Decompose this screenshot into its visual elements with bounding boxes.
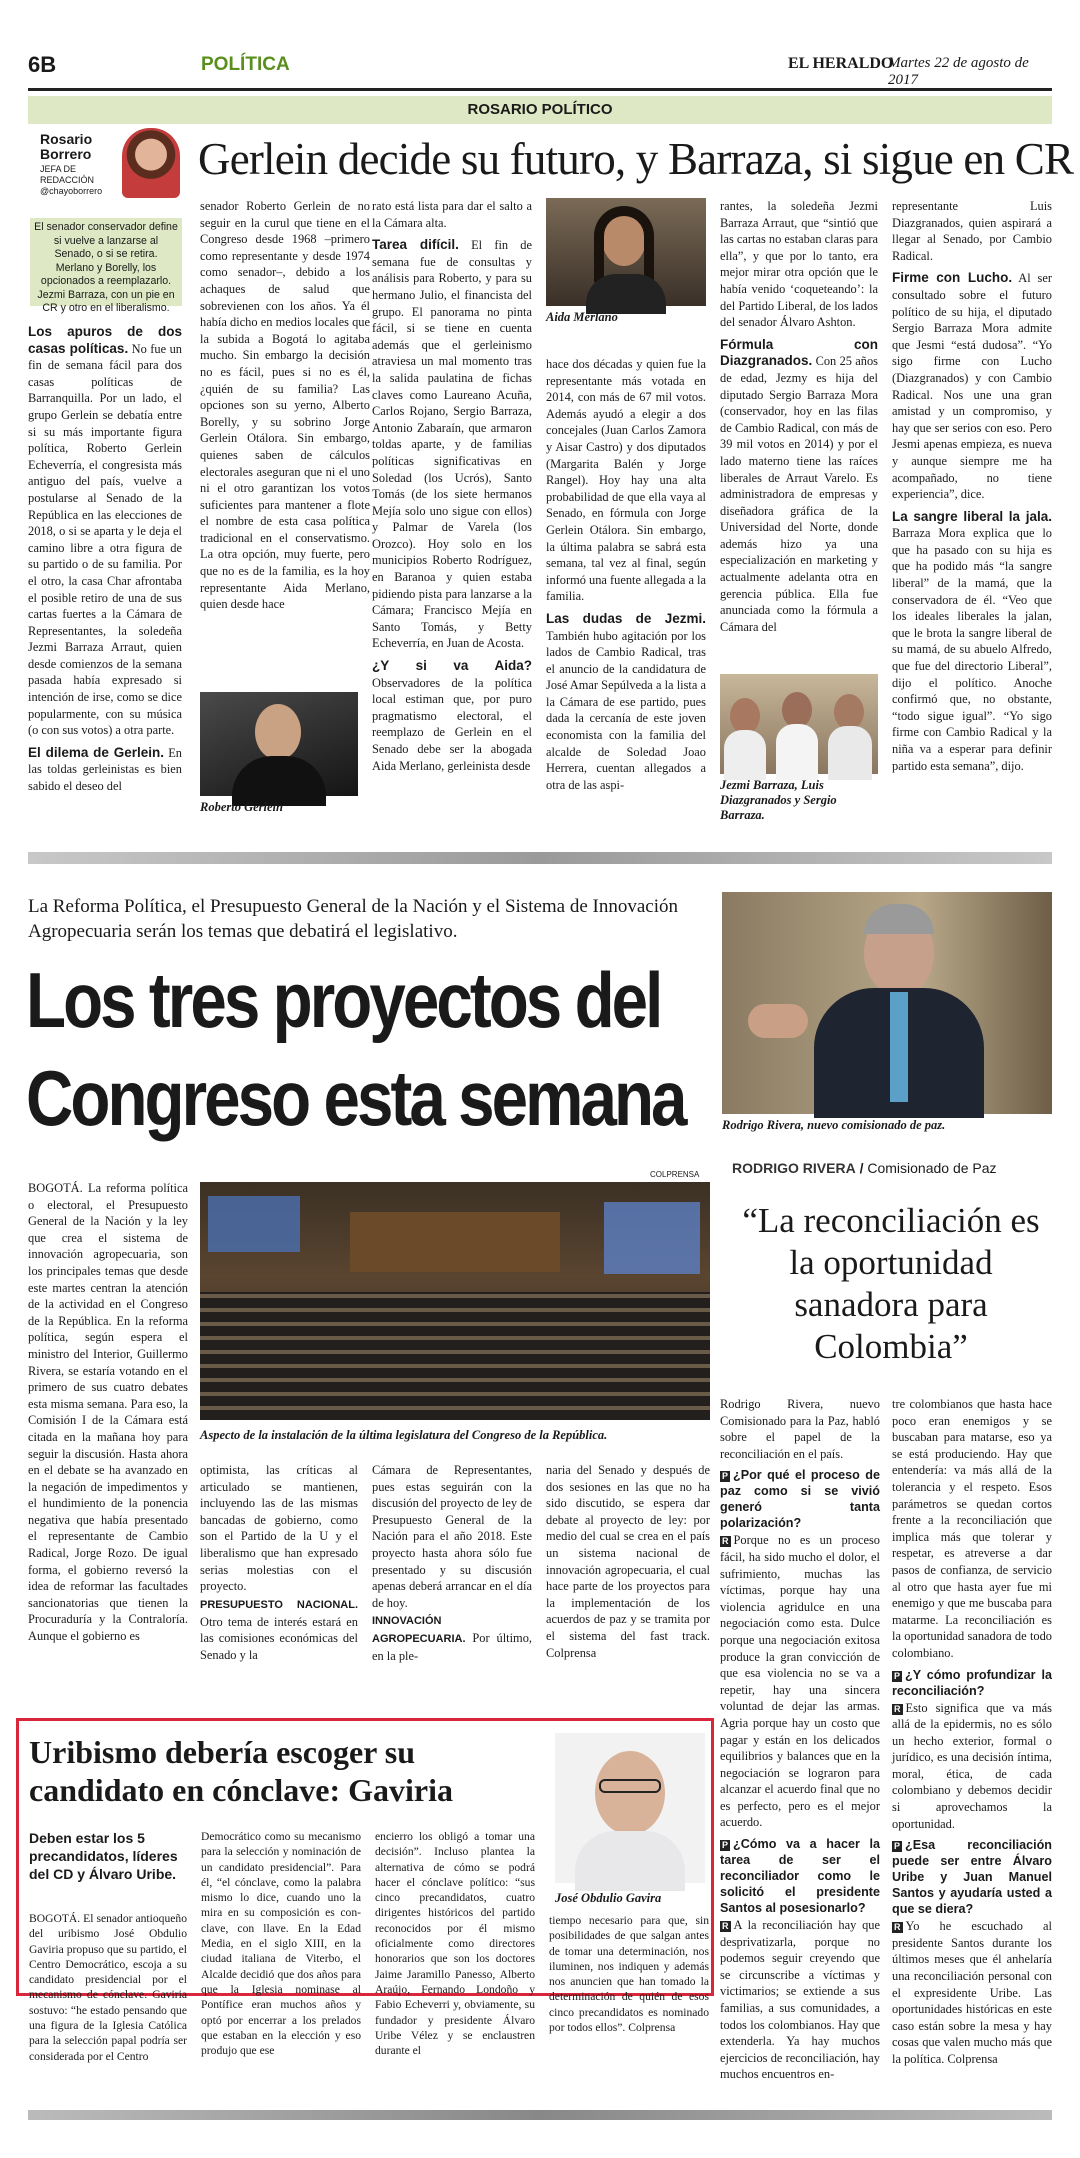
rivera-col-2: tre colombianos que hasta hace poco eran enemigos y se buscaban para matarse, eso ya se está produciendo. Hay que entendería: va más allá de la tolerancia y el respeto. Esos parámetros se quedan cortos frente a la reconciliación que implica más que tolerar y respetar, es atreverse a dar pasos de confianza, de servicio al otro que hasta ayer fue mi enemigo y que me buscaba para matarme. La reconciliación es la oportunidad sanadora de todo colombiano. P ¿Y cómo profundizar la reconciliación? R Esto significa que va más allá de la epidermis, no es sólo un hecho exterior, formal o jurídico, es una decisión íntima, moral, ética, de cada colombiano y debemos decidir si aprovechamos la oportunidad. P ¿Esa reconciliación puede ser entre Álvaro Uribe y Juan Manuel Santos y ayudaría usted a que se diera? R Yo he escuchado al presidente Santos durante los últimos meses que él anhelaría una reconciliación personal con el expresidente Uribe. Las oportunidades históricas en este caso están sobre la mesa y hay cosas que valen mucho más que la política. Colprensa xyxy=(892,1397,1052,2066)
paragraph-text: rantes, la soledeña Jezmi Barraza Arraut, que “sintió que las cartas no estaban claras para ella”, y que por lo tanto, era mejor mirar otra opción que le había venido ‘coqueteando’: la del Partido Liberal, de los lados del senador Álvaro Ashton. xyxy=(720,199,878,330)
top-story-summary xyxy=(30,218,182,314)
paragraph-lead: ¿Y si va Aida? xyxy=(372,658,532,674)
paragraph xyxy=(28,745,182,795)
top-col-3 xyxy=(372,198,532,820)
paragraph xyxy=(546,356,706,605)
paragraph xyxy=(372,198,532,231)
paragraph-lead: Fórmula con Diazgranados. xyxy=(720,336,878,369)
p-marker: P xyxy=(894,1841,901,1852)
paragraph-text: El fin de semana fue de consultas y análisis para Roberto, y para su hermano Julio, el financista del grupo. El panorama no pinta fácil, si se tiene en cuenta además que el gerleinismo atraviesa un mal momento tras la salida paulatina de fichas claves como Laureano Acuña, Carlos Rojano, Sergio Barraza, Antonio Zabaraín, que armaron toldas aparte, y de familias políticas significativas en Soledad (los Ucrós), Santo Tomás (de los siete hermanos Mejía solo uno sigue con ellos) y Palmar de Varela (los Orozco). Hoy solo en los municipios Roberto Rodríguez, en Baranoa y quien estaba pidiendo pista para lanzarse a la Cámara; Francisco Mejía en Santo Tomás, y Betty Echeverría, en Juan de Acosta. xyxy=(372,238,532,651)
rivera-col-1: Rodrigo Rivera, nuevo Comisionado para la Paz, habló sobre el papel de la reconciliación en el país. P ¿Por qué el proceso de paz como si se vivió generó tanta polarización? R Porque no es un proceso fácil, ha sido mucho el dolor, el sufrimiento, muchas las víctimas, porque hay una violencia agridulce en una negociación como esta. Dulce porque una negociación exitosa produce la gran convicción de que esa violencia no se va a repetir, hay una sincera voluntad de dejar las armas. Agria porque hay un costo que pagar y están en los delicados equilibrios y balances que en la negociación se lograron para alcanzar el acuerdo final que no es perfecto, pero es el mejor acuerdo. P ¿Cómo va a hacer la tarea de ser el reconciliador como le solicitó el presidente Santos al posesionarlo? R A la reconciliación hay que desprivatizarla, porque no podemos seguir creyendo que se circunscribe a víctimas y victimarios; se extiende a sus familias, a sus comunidades, a todos los colombianos. Hay que extenderla. Ya hay muchos ejercicios de reconciliación, hay muchos encuentros en- xyxy=(720,1397,880,2082)
paragraph-lead: Las dudas de Jezmi. xyxy=(546,610,706,626)
p-marker: P xyxy=(722,1471,729,1482)
author-handle: @chayoborrero xyxy=(40,186,103,196)
rivera-tag xyxy=(732,1160,1052,1182)
congreso-deck: La Reforma Política, el Presupuesto General de la Nación y el Sistema de Innovación Agropecuaria serán los temas que debatirá el legislativo. xyxy=(28,896,679,942)
uribismo-col-4: tiempo necesario para que, sin posibilidades de que salgan antes de tomar una determinación, nos iluminen, nos indiquen y además nos anuncien que han tomado la determinación de quién de esos cinco precandidatos es nominado por todos ellos”. Colprensa xyxy=(549,1914,709,2035)
header-rule xyxy=(28,88,1052,91)
paragraph xyxy=(372,658,532,774)
photo-jose-obdulio xyxy=(555,1733,705,1883)
summary-text: El senador conservador define si vuelve a lanzarse al Senado, o si se retira. Merlano y Borelly, los opcionados a reemplazarlo. Jezmi Barraza, con un pie en CR y otro en el liberalismo. xyxy=(34,221,178,314)
r-marker: R xyxy=(722,1921,729,1932)
paragraph-text: No fue un fin de semana fácil para dos casas políticas de Barranquilla. Por un lado, el grupo Gerlein se debatía entre si su más importante figura política, Roberto Gerlein Echeverría, el congresista más antiguo del país, vuelve a postularse al Senado de la República en las elecciones de 2018, o si se aparta y le deja el camino libre a otra figura de su partido o de su familia. Por el otro, la casa Char afrontaba el posible retiro de una de sus cartas fuertes a la Cámara de Representantes, la soledeña Jezmi Barraza Arraut, quien desde comienzos de la semana pasada había expresado si intención de irse, como se dice popularmente, con su música (o con sus votos) a otra parte. xyxy=(28,341,182,738)
author-name: Rosario Borrero xyxy=(40,131,93,162)
caption-barraza: Jezmi Barraza, Luis Diazgranados y Sergio Barraza. xyxy=(720,778,837,822)
caption-congreso: Aspecto de la instalación de la última legislatura del Congreso de la República. xyxy=(200,1428,608,1442)
p-marker: P xyxy=(894,1670,901,1681)
newspaper-name: EL HERALDO xyxy=(788,55,894,72)
section-label: POLÍTICA xyxy=(201,54,290,75)
uribismo-headline: Uribismo debería escoger su candidato en cónclave: Gaviria xyxy=(29,1734,453,1808)
issue-date: Martes 22 de agosto de 2017 xyxy=(888,55,1029,88)
uribismo-col-3: encierro los obligó a tomar una decisión”. Incluso plantea la alternativa de cómo se podrá hacer el cónclave político: “sus cinco precandidatos, cuatro dirigentes históricos del partido reconocidos por él mismo oficialmente como directores honorarios que son los doctores Jaime Jaramillo Panesso, Alberto Araújo, Fernando Londoño y Fabio Echeverri y, obviamente, su fundador y presidente Álvaro Uribe Vélez y se enclaustren durante el xyxy=(375,1830,535,2058)
p-marker: P xyxy=(722,1840,729,1851)
r-marker: R xyxy=(722,1536,729,1547)
photo-aida-merlano xyxy=(546,198,706,306)
author-avatar xyxy=(122,128,180,198)
photo-barraza-group xyxy=(720,674,878,774)
paragraph-text: Barraza Mora explica que lo que ha pasado con su hija es que ha podido más “la sangre liberal” de la mamá, que la conservadora de él. “Veo que los ideales liberales la jalan, que le brota la sangre liberal de su mamá, de su abuelo Alfredo, que fue del directorio Liberal”, dijo el político. Anoche confirmó que, no obstante, “todo sigue igual”. “Yo sigo firme con Cambio Radical y la niña va a esperar para definir partido esta semana”, dijo. xyxy=(892,526,1052,773)
caption-gerlein: Roberto Gerlein xyxy=(200,800,283,814)
tag-slash: / xyxy=(859,1160,864,1176)
paragraph-text: Observadores de la política local estiman que, por puro pragmatismo electoral, el reemplazo de Gerlein en el Senado debe ser la abogada Aida Merlano, gerleinista desde xyxy=(372,675,532,773)
paragraph xyxy=(200,198,370,613)
photo-congreso xyxy=(200,1182,710,1420)
rivera-quote-headline: “La reconciliación es la oportunidad sanadora para Colombia” xyxy=(742,1201,1040,1366)
uribismo-box xyxy=(16,1718,714,2063)
paragraph xyxy=(372,237,532,652)
congreso-headline-1: Los tres proyectos del xyxy=(26,956,661,1044)
congreso-col-2: optimista, las críticas al articulado se mantienen, incluyendo las de las mismas bancadas de gobierno, como son el Partido de la U y el liberalismo que han expresado serias molestias con el proyecto. PRESUPUESTO NACIONAL. Otro tema de interés estará en las comisiones económicas del Senado y la xyxy=(200,1463,358,1662)
paragraph-text: En las toldas gerleinistas es bien sabido el deseo del xyxy=(28,745,182,794)
paragraph xyxy=(720,337,878,636)
congreso-col-3: Cámara de Representantes, pues estas seguirán con la discusión del proyecto de ley de Presupuesto General de la Nación para el año 2018. Este proyecto hasta ahora sólo fue presentado y su discusión apenas deberá arrancar en el día de hoy. INNOVACIÓN AGROPECUARIA. Por último, en la ple- xyxy=(372,1463,532,1664)
paragraph-lead: Firme con Lucho. xyxy=(892,270,1013,286)
paragraph xyxy=(28,324,182,739)
top-story-headline: Gerlein decide su futuro, y Barraza, si sigue en CR xyxy=(198,134,1074,184)
top-col-1 xyxy=(28,324,182,820)
paragraph-lead: Los apuros de dos casas políticas. xyxy=(28,324,182,356)
page-number: 6B xyxy=(28,52,57,77)
uribismo-summary: Deben estar los 5 precandidatos, líderes del CD y Álvaro Uribe. xyxy=(29,1830,178,1882)
photo-roberto-gerlein xyxy=(200,692,358,796)
column-banner xyxy=(28,96,1052,124)
paragraph xyxy=(892,509,1052,775)
paragraph-text: hace dos décadas y quien fue la representante más votada en 2014, con más de 67 mil votos. Además ayudó a elegir a dos concejales (Juan Carlos Zamora y Aisar Castro) y dos diputados (Margarita Balén y Jorge Rangel). Hoy hay una alta probabilidad de que ella vaya al Senado, en fórmula con Jorge Gerlein Otálora. Sin embargo, la última palabra se sabrá esta semana, tal vez al final, según informó una fuente allegada a la familia. xyxy=(546,357,706,604)
photo-rodrigo-rivera xyxy=(722,892,1052,1114)
top-col-5 xyxy=(720,198,878,658)
uribismo-col-1: BOGOTÁ. El senador antioqueño del uribismo José Obdulio Gaviria propuso que su partido, el Centro Democrático, escoja a su candidato presidencial por el mecanismo de cónclave. Gaviria sostuvo: “he estado pensando que una figura de la Iglesia Católica para la selección papal podría ser considerada por el Centro xyxy=(29,1912,187,2063)
separator-band xyxy=(28,852,1052,864)
congreso-col-1: BOGOTÁ. La reforma política o electoral, el Presupuesto General de la Nación y la ley que crea el sistema de innovación agropecuaria, son los principales temas que desde este martes centran la atención de la actividad en el Congreso de la República. En la reforma política, según espera el ministro del Interior, Guillermo Rivera, se estaría votando en el primero de sus cuatro debates esta misma semana. Para eso, la Comisión I de la Cámara está citada en la mañana hoy para seguir la discusión. Hasta ahora en el debate se ha avanzado en la negación de impedimentos y el hundimiento de la ponencia negativa que había presentado el representante de Cambio Radical, Jorge Rozo. De igual forma, el gobierno reversó la idea de reformar las facultades sancionatorias que tienen la Procuraduría y la Contraloría. Aunque el gobierno es xyxy=(28,1181,188,1644)
footer-band xyxy=(28,2110,1052,2120)
paragraph xyxy=(720,198,878,331)
congreso-sub-innovacion: INNOVACIÓN AGROPECUARIA. xyxy=(372,1615,466,1646)
paragraph-text: rato está lista para dar el salto a la Cámara alta. xyxy=(372,199,532,230)
banner-title: ROSARIO POLÍTICO xyxy=(467,101,613,118)
top-col-6 xyxy=(892,198,1052,820)
paragraph xyxy=(892,270,1052,502)
paragraph-lead: La sangre liberal la jala. xyxy=(892,508,1052,524)
caption-merlano: Aida Merlano xyxy=(546,310,618,324)
paragraph-text: representante Luis Diazgranados, quien aspirará a llegar al Senado, por Cambio Radical. xyxy=(892,199,1052,263)
paragraph xyxy=(546,611,706,794)
photo-credit: COLPRENSA xyxy=(650,1170,700,1179)
congreso-sub-presupuesto: PRESUPUESTO NACIONAL. xyxy=(200,1598,358,1611)
paragraph-text: senador Roberto Gerlein de no seguir en la curul que tiene en el Congreso desde 1968 –primero como representante y desde 1974 como senador–, debido a los achaques de salud que sobrevienen con los años. Ya él había dicho en medios locales que la subida a Bogotá lo agitaba mucho. Sin embargo la decisión no es fácil, pues si no es él, ¿quién de su familia? Las opciones son su yerno, Alberto Borelly, y su sobrino Jorge Gerlein Otálora. Sin embargo, quienes saben de cálculos electorales aseguran que ni el uno ni el otro garantizan los votos suficientes para mantener a flote el nombre de esta casa política tradicional en el conservatismo. La otra opción, muy fuerte, pero que no es de la familia, es la hoy representante Aida Merlano, quien desde hace xyxy=(200,199,370,612)
caption-rivera: Rodrigo Rivera, nuevo comisionado de paz. xyxy=(722,1118,946,1132)
paragraph-lead: El dilema de Gerlein. xyxy=(28,744,165,760)
paragraph-text: Al ser consultado sobre el futuro político de su hija, el diputado Sergio Barraza Mora admite que Jesmi “está dudosa”. “Yo sigo firme con Lucho (Diazgranados) y con Cambio Radical. Nos une una gran amistad y un compromiso, y hay que ser serios con eso. Pero Jesmi apenas empieza, es nueva y aunque siempre me ha acompañado, no tiene experiencia”, dice. xyxy=(892,271,1052,502)
r-marker: R xyxy=(894,1922,901,1933)
uribismo-col-2: Democrático como su mecanismo para la selección y nominación de un candidato presidencial”. Para él, “el cónclave, como la palabra mismo lo dice, cuando uno la mira en su composición es con-clave, con llave. En la Edad Media, en el siglo XIII, en la ciudad italiana de Viterbo, el Alcalde decidió que dos años para que la Iglesia nominase al Pontífice eran muchos años y optó por encerrar a los prelados que estaban en la elección y eso produjo que ese xyxy=(201,1830,361,2058)
paragraph-lead: Tarea difícil. xyxy=(372,237,459,253)
rivera-name-tag: RODRIGO RIVERA xyxy=(732,1160,856,1176)
paragraph-text: Con 25 años de edad, Jezmy es hija del diputado Sergio Barraza Mora (conservador, hoy en las filas de Cambio Radical, con más de 39 mil votos en 2014) y por el lado materno tiene las raíces liberales de Arraut Varelo. Es administradora de empresas y diseñadora gráfica de la Universidad del Norte, donde además hizo ya una especialización en marketing y actualmente adelanta otra en gerencia pública. Ella fue anunciada como la fórmula a Cámara del xyxy=(720,354,878,634)
author-role: JEFA DE REDACCIÓN xyxy=(40,164,95,185)
congreso-col-4: naria del Senado y después de dos sesiones en las que no ha sido discutido, se espera dar debate al proyecto de ley: por medio del cual se crea en el país un sistema nacional de innovación agropecuaria, el cual hace parte de los proyectos para la implementación de los acuerdos de paz y se tramita por el sistema del fast track. Colprensa xyxy=(546,1463,710,1660)
rivera-role-tag: Comisionado de Paz xyxy=(867,1160,997,1176)
page-header xyxy=(28,48,1052,88)
caption-jose-obdulio: José Obdulio Gavira xyxy=(555,1891,662,1905)
congreso-headline-2: Congreso esta semana xyxy=(26,1054,685,1142)
top-col-4 xyxy=(546,356,706,820)
paragraph xyxy=(892,198,1052,264)
top-col-2 xyxy=(200,198,370,640)
r-marker: R xyxy=(894,1703,901,1714)
paragraph-text: También hubo agitación por los lados de Cambio Radical, tras el anuncio de la candidatura de José Amar Sepúlveda a la lista a la Cámara de ese partido, pues dada la cercanía de este joven economista con la familia del alcalde de Soledad Joao Herrera, cuentan allegados a otra de las aspi- xyxy=(546,628,706,792)
